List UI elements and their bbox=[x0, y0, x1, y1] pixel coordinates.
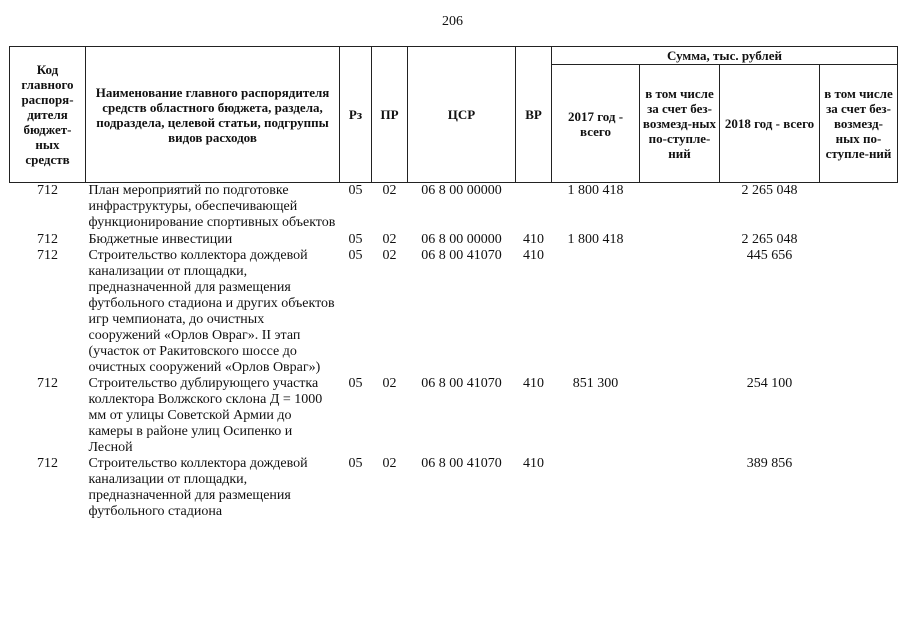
cell-code: 712 bbox=[37, 183, 58, 198]
cell-2017-total: 1 800 418 bbox=[567, 183, 624, 198]
cell-2017-free bbox=[640, 376, 720, 456]
cell-2017-free bbox=[640, 183, 720, 233]
cell-rz: 05 bbox=[348, 456, 363, 471]
cell-code: 712 bbox=[37, 376, 58, 391]
cell-code: 712 bbox=[37, 232, 58, 247]
header-pr: ПР bbox=[372, 47, 408, 183]
cell-2018-total: 254 100 bbox=[746, 376, 793, 391]
cell-2017-free bbox=[640, 232, 720, 248]
table-row bbox=[10, 376, 898, 456]
header-name: Наименование главного распорядителя средств областного бюджета, раздела, подраздела, целевой статьи, подгруппы видов расходов bbox=[86, 47, 340, 183]
cell-pr: 02 bbox=[382, 376, 397, 391]
cell-rz: 05 bbox=[348, 183, 363, 198]
cell-vr: 410 bbox=[523, 232, 544, 247]
cell-csr: 06 8 00 41070 bbox=[421, 248, 502, 263]
header-csr: ЦСР bbox=[408, 47, 516, 183]
cell-2018-free bbox=[820, 183, 898, 233]
cell-vr: 410 bbox=[523, 376, 544, 391]
cell-rz: 05 bbox=[348, 248, 363, 263]
cell-2018-total: 389 856 bbox=[746, 456, 793, 471]
header-2017-free: в том числе за счет без-возмезд-ных по-ступле-ний bbox=[640, 65, 720, 183]
table-row bbox=[10, 456, 898, 520]
header-2017-total: 2017 год - всего bbox=[552, 65, 640, 183]
cell-name: Строительство коллектора дождевой канализации от площадки, предназначенной для размещения футбольного стадиона и других объектов игр чемпионата, до очистных сооружений «Орлов Овраг». II этап (участок от Ракитовского шоссе до очистных сооружений «Орлов Овраг») bbox=[88, 248, 335, 375]
cell-name: Строительство дублирующего участка коллектора Волжского склона Д = 1000 мм от улицы Советской Армии до камеры в районе улиц Осипенко и Лесной bbox=[88, 376, 323, 455]
table-body bbox=[10, 183, 898, 521]
cell-2018-total: 445 656 bbox=[746, 248, 793, 263]
cell-vr: 410 bbox=[523, 456, 544, 471]
cell-pr: 02 bbox=[382, 183, 397, 198]
cell-code: 712 bbox=[37, 248, 58, 263]
cell-2018-total: 2 265 048 bbox=[741, 183, 798, 198]
table-row bbox=[10, 183, 898, 233]
page-number: 206 bbox=[442, 14, 463, 29]
cell-2018-free bbox=[820, 232, 898, 248]
cell-name: Строительство коллектора дождевой канализации от площадки, предназначенной для размещения футбольного стадиона bbox=[88, 456, 308, 519]
cell-2017-total bbox=[552, 456, 640, 520]
cell-csr: 06 8 00 41070 bbox=[421, 456, 502, 471]
cell-csr: 06 8 00 41070 bbox=[421, 376, 502, 391]
cell-pr: 02 bbox=[382, 456, 397, 471]
header-2018-total: 2018 год - всего bbox=[720, 65, 820, 183]
cell-name: Бюджетные инвестиции bbox=[88, 232, 233, 247]
cell-2017-total bbox=[552, 248, 640, 376]
cell-vr: 410 bbox=[523, 248, 544, 263]
cell-code: 712 bbox=[37, 456, 58, 471]
cell-csr: 06 8 00 00000 bbox=[421, 183, 502, 198]
header-sum: Сумма, тыс. рублей bbox=[552, 47, 898, 65]
cell-vr bbox=[516, 183, 552, 233]
cell-rz: 05 bbox=[348, 376, 363, 391]
header-code: Код главного распоря-дителя бюджет-ных средств bbox=[10, 47, 86, 183]
header-vr: ВР bbox=[516, 47, 552, 183]
cell-2017-total: 1 800 418 bbox=[567, 232, 624, 247]
cell-2018-total: 2 265 048 bbox=[741, 232, 798, 247]
cell-rz: 05 bbox=[348, 232, 363, 247]
header-2018-free: в том числе за счет без-возмезд-ных по-ступле-ний bbox=[820, 65, 898, 183]
cell-pr: 02 bbox=[382, 248, 397, 263]
cell-2018-free bbox=[820, 376, 898, 456]
cell-2018-free bbox=[820, 248, 898, 376]
budget-table bbox=[9, 46, 898, 520]
table-row bbox=[10, 232, 898, 248]
header-rz: Рз bbox=[340, 47, 372, 183]
cell-2017-total: 851 300 bbox=[572, 376, 619, 391]
cell-2018-free bbox=[820, 456, 898, 520]
cell-name: План мероприятий по подготовке инфраструктуры, обеспечивающей функционирование спортивных объектов bbox=[88, 183, 336, 230]
table-row bbox=[10, 248, 898, 376]
cell-csr: 06 8 00 00000 bbox=[421, 232, 502, 247]
cell-2017-free bbox=[640, 248, 720, 376]
cell-pr: 02 bbox=[382, 232, 397, 247]
cell-2017-free bbox=[640, 456, 720, 520]
